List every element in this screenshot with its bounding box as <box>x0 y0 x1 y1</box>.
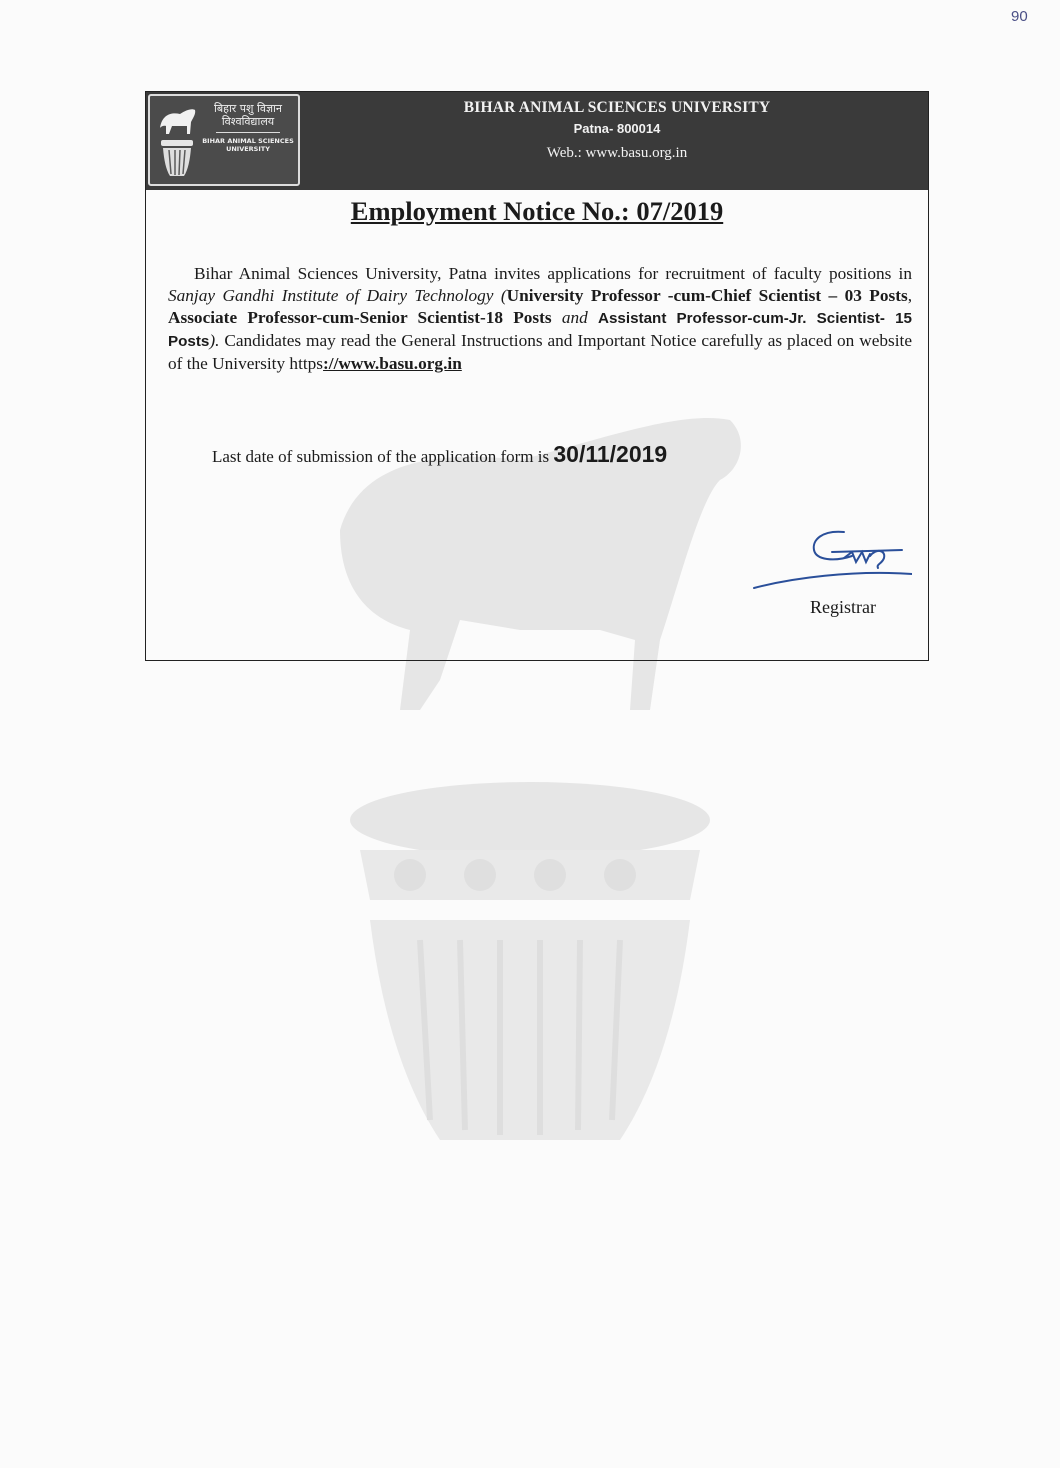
university-name: BIHAR ANIMAL SCIENCES UNIVERSITY <box>463 99 771 116</box>
university-website: Web.: www.basu.org.in <box>546 145 688 161</box>
last-date-label: Last date of submission of the application form is <box>212 447 554 466</box>
notice-body <box>168 263 912 375</box>
notice-title: Employment Notice No.: 07/2019 <box>350 196 724 226</box>
post-separator: , <box>907 286 913 305</box>
registrar-signature <box>752 512 912 602</box>
institute-name: Sanjay Gandhi Institute of Dairy Technology <box>168 286 494 305</box>
bull-emblem-icon <box>156 100 198 180</box>
university-url-link[interactable]: ://www.basu.org.in <box>323 354 462 373</box>
logo-english-name: BIHAR ANIMAL SCIENCES UNIVERSITY <box>202 137 294 153</box>
logo-hindi-name: बिहार पशु विज्ञान <box>213 102 282 115</box>
university-logo <box>148 94 300 186</box>
page-number-mark: 90 <box>1011 8 1028 25</box>
conjunction-and: and <box>551 308 599 327</box>
logo-hindi-name-2: विश्वविद्यालय <box>221 115 275 128</box>
post-university-professor: University Professor -cum-Chief Scientist – 03 Posts <box>506 286 908 305</box>
body-instructions: Candidates may read the General Instructions and Important Notice carefully as placed on website of the University https <box>168 331 912 373</box>
university-address: Patna- 800014 <box>573 121 661 136</box>
signatory-title: Registrar <box>810 597 876 617</box>
notice-box <box>145 91 929 661</box>
last-date-value: 30/11/2019 <box>553 441 668 467</box>
body-intro: Bihar Animal Sciences University, Patna invites applications for recruitment of faculty positions in <box>194 264 912 283</box>
post-assistant-professor: Assistant Professor-cum-Jr. Scientist- 15 Posts <box>168 310 913 350</box>
paren-open: ( <box>493 286 507 305</box>
last-date-line <box>212 441 667 468</box>
logo-divider <box>216 132 280 133</box>
post-associate-professor: Associate Professor-cum-Senior Scientist-18 Posts <box>168 308 552 327</box>
university-header <box>146 92 928 190</box>
paren-close: ). <box>209 331 220 350</box>
